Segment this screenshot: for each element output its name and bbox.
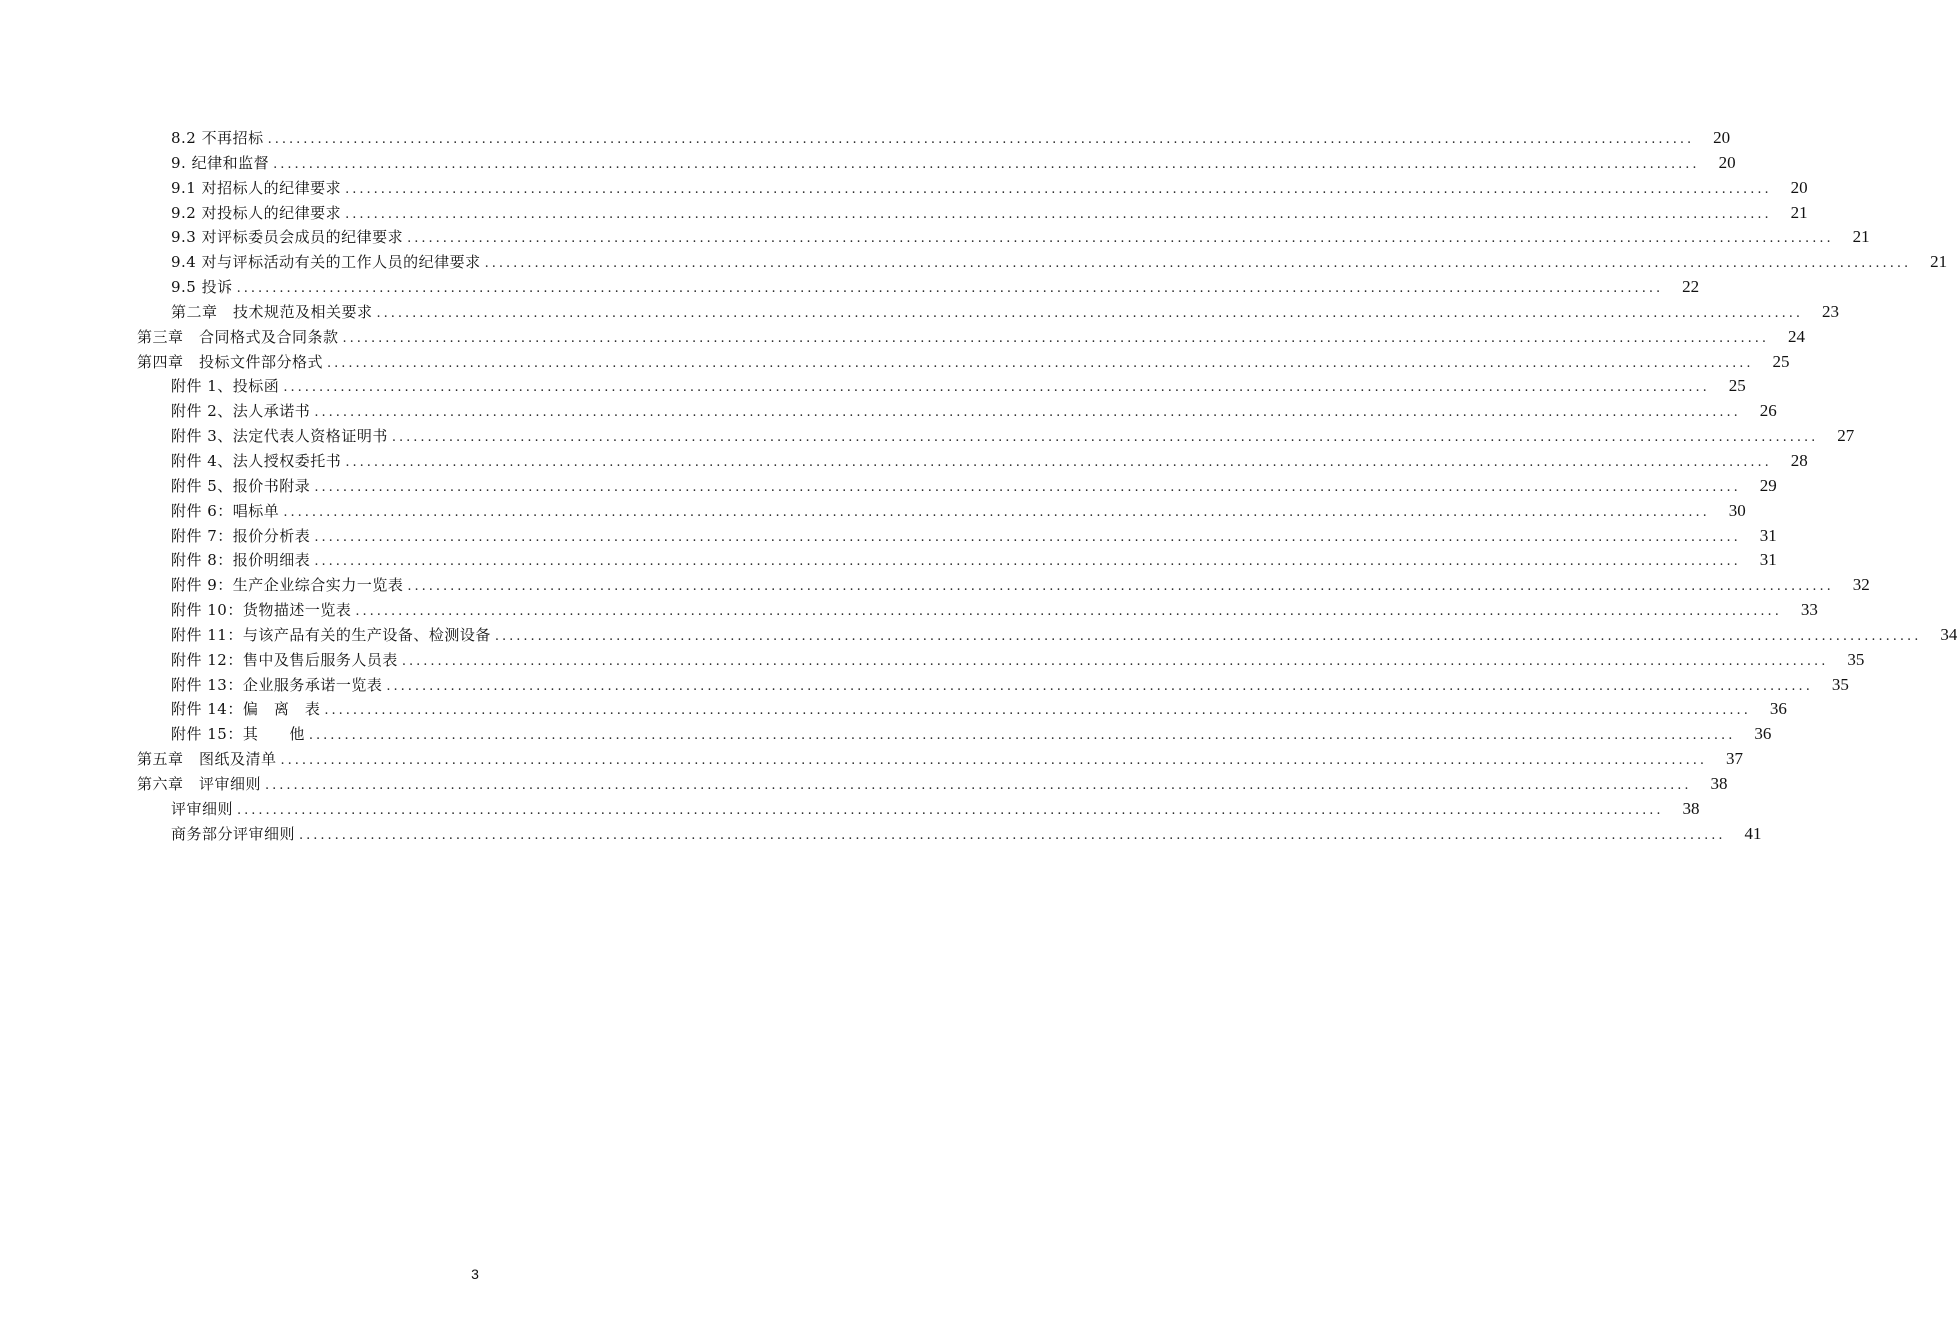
toc-entry-page: 25	[1728, 376, 1746, 396]
toc-entry-label: 附件 8：报价明细表	[171, 551, 311, 570]
toc-entry[interactable]	[0, 151, 1736, 176]
toc-entry-page: 29	[1759, 475, 1777, 495]
toc-entry[interactable]	[0, 275, 1700, 300]
toc-entry-page: 36	[1769, 699, 1787, 719]
toc-entry-label: 第六章 评审细则	[137, 774, 262, 793]
toc-entry-label: 9.4 对与评标活动有关的工作人员的纪律要求	[171, 253, 481, 272]
toc-entry-label: 附件 1、投标函	[171, 377, 280, 396]
toc-leader-dots: ........................................................................................................................................................................................................	[265, 777, 1692, 793]
toc-leader-dots: ........................................................................................................................................................................................................	[484, 256, 1912, 272]
toc-entry-page: 28	[1790, 450, 1808, 470]
toc-leader-dots: ........................................................................................................................................................................................................	[314, 529, 1741, 545]
toc-leader-dots: ........................................................................................................................................................................................................	[327, 355, 1754, 371]
toc-entry-page: 38	[1682, 798, 1700, 818]
toc-entry[interactable]	[0, 623, 1957, 648]
toc-entry-page: 31	[1759, 525, 1777, 545]
toc-entry-page: 36	[1754, 724, 1772, 744]
toc-entry[interactable]	[0, 449, 1808, 474]
toc-entry-page: 30	[1728, 500, 1746, 520]
toc-leader-dots: ........................................................................................................................................................................................................	[308, 728, 1736, 744]
toc-entry[interactable]	[0, 697, 1787, 722]
toc-entry-page: 33	[1800, 600, 1818, 620]
toc-entry[interactable]	[0, 225, 1870, 250]
toc-entry[interactable]	[0, 350, 1790, 375]
toc-entry[interactable]	[0, 747, 1743, 772]
toc-entry[interactable]	[0, 648, 1865, 673]
toc-leader-dots: ........................................................................................................................................................................................................	[280, 753, 1707, 769]
toc-entry-page: 22	[1682, 277, 1700, 297]
toc-entry[interactable]	[0, 176, 1808, 201]
toc-entry-page: 20	[1718, 152, 1736, 172]
toc-entry[interactable]	[0, 250, 1948, 275]
toc-entry-page: 38	[1710, 773, 1728, 793]
toc-leader-dots: ........................................................................................................................................................................................................	[391, 430, 1819, 446]
toc-leader-dots: ........................................................................................................................................................................................................	[324, 703, 1751, 719]
toc-entry[interactable]	[0, 722, 1772, 747]
toc-leader-dots: ........................................................................................................................................................................................................	[401, 653, 1829, 669]
toc-entry-label: 第三章 合同格式及合同条款	[137, 327, 339, 346]
toc-entry-label: 附件 6：唱标单	[171, 501, 280, 520]
toc-entry[interactable]	[0, 797, 1700, 822]
toc-leader-dots: ........................................................................................................................................................................................................	[314, 479, 1741, 495]
toc-entry[interactable]	[0, 374, 1746, 399]
toc-entry-label: 附件 7：报价分析表	[171, 526, 311, 545]
toc-entry-page: 24	[1787, 326, 1805, 346]
toc-entry-page: 20	[1790, 177, 1808, 197]
toc-entry-label: 8.2 不再招标	[171, 129, 264, 147]
toc-entry[interactable]	[0, 300, 1839, 325]
table-of-contents	[0, 126, 1957, 846]
toc-leader-dots: ........................................................................................................................................................................................................	[236, 281, 1664, 297]
toc-entry-page: 25	[1772, 351, 1790, 371]
toc-leader-dots: ........................................................................................................................................................................................................	[407, 231, 1834, 247]
toc-entry-label: 附件 10：货物描述一览表	[171, 601, 352, 620]
toc-entry-label: 9.3 对评标委员会成员的纪律要求	[171, 228, 404, 247]
toc-entry-label: 第五章 图纸及清单	[137, 750, 277, 769]
toc-leader-dots: ........................................................................................................................................................................................................	[237, 802, 1664, 818]
toc-entry-page: 27	[1837, 426, 1855, 446]
toc-leader-dots: ........................................................................................................................................................................................................	[299, 827, 1726, 843]
toc-entry-label: 第四章 投标文件部分格式	[137, 352, 324, 371]
toc-entry[interactable]	[0, 474, 1777, 499]
toc-entry-label: 9.5 投诉	[171, 278, 233, 297]
toc-leader-dots: ........................................................................................................................................................................................................	[267, 132, 1695, 147]
toc-entry[interactable]	[0, 499, 1746, 524]
toc-entry-label: 附件 12：售中及售后服务人员表	[171, 650, 398, 669]
toc-entry-label: 附件 3、法定代表人资格证明书	[171, 427, 388, 446]
toc-leader-dots: ........................................................................................................................................................................................................	[345, 206, 1772, 222]
toc-entry-label: 9. 纪律和监督	[171, 153, 270, 172]
toc-entry-page: 37	[1725, 749, 1743, 769]
toc-entry[interactable]	[0, 424, 1855, 449]
toc-entry-label: 第二章 技术规范及相关要求	[171, 302, 373, 321]
toc-entry[interactable]	[0, 399, 1777, 424]
toc-leader-dots: ........................................................................................................................................................................................................	[494, 628, 1922, 644]
toc-entry-page: 26	[1759, 401, 1777, 421]
toc-leader-dots: ........................................................................................................................................................................................................	[407, 579, 1834, 595]
toc-leader-dots: ........................................................................................................................................................................................................	[283, 504, 1710, 520]
toc-entry-label: 附件 13：企业服务承诺一览表	[171, 675, 383, 694]
toc-entry-label: 9.1 对招标人的纪律要求	[171, 178, 342, 197]
toc-entry-page: 23	[1821, 301, 1839, 321]
toc-leader-dots: ........................................................................................................................................................................................................	[314, 554, 1741, 570]
toc-entry[interactable]	[0, 548, 1777, 573]
toc-entry-page: 32	[1852, 575, 1870, 595]
toc-entry-label: 附件 11：与该产品有关的生产设备、检测设备	[171, 625, 491, 644]
toc-leader-dots: ........................................................................................................................................................................................................	[376, 305, 1803, 321]
toc-entry[interactable]	[0, 772, 1728, 797]
toc-entry-page: 34	[1940, 624, 1957, 644]
toc-entry[interactable]	[0, 573, 1870, 598]
toc-entry-page: 31	[1759, 550, 1777, 570]
page-number: 3	[471, 1266, 479, 1282]
toc-entry-label: 附件 9：生产企业综合实力一览表	[171, 576, 404, 595]
toc-leader-dots: ........................................................................................................................................................................................................	[345, 181, 1772, 197]
toc-entry-page: 35	[1831, 674, 1849, 694]
toc-leader-dots: ........................................................................................................................................................................................................	[283, 380, 1710, 396]
toc-entry-label: 附件 4、法人授权委托书	[171, 451, 342, 470]
toc-entry-page: 21	[1852, 227, 1870, 247]
toc-entry-label: 9.2 对投标人的纪律要求	[171, 203, 342, 222]
toc-entry[interactable]	[0, 201, 1808, 226]
toc-entry-label: 附件 15：其 他	[171, 725, 305, 744]
toc-leader-dots: ........................................................................................................................................................................................................	[314, 405, 1741, 421]
toc-entry[interactable]	[0, 325, 1805, 350]
toc-entry-page: 20	[1713, 128, 1731, 147]
toc-entry-label: 附件 2、法人承诺书	[171, 402, 311, 421]
toc-leader-dots: ........................................................................................................................................................................................................	[345, 454, 1772, 470]
toc-leader-dots: ........................................................................................................................................................................................................	[342, 330, 1769, 346]
toc-entry-label: 商务部分评审细则	[171, 824, 296, 843]
toc-entry-page: 41	[1744, 823, 1762, 843]
toc-leader-dots: ........................................................................................................................................................................................................	[386, 678, 1813, 694]
toc-leader-dots: ........................................................................................................................................................................................................	[355, 604, 1782, 620]
toc-entry[interactable]	[0, 822, 1762, 847]
toc-entry-page: 21	[1930, 252, 1948, 272]
toc-entry[interactable]	[0, 598, 1818, 623]
toc-entry[interactable]	[0, 524, 1777, 549]
toc-entry-page: 35	[1847, 649, 1865, 669]
toc-entry-label: 评审细则	[171, 799, 234, 818]
toc-entry-page: 21	[1790, 202, 1808, 222]
toc-entry[interactable]	[0, 126, 1731, 151]
toc-leader-dots: ........................................................................................................................................................................................................	[273, 156, 1700, 172]
toc-entry[interactable]	[0, 673, 1849, 698]
toc-entry-label: 附件 14：偏 离 表	[171, 700, 321, 719]
toc-entry-label: 附件 5、报价书附录	[171, 476, 311, 495]
